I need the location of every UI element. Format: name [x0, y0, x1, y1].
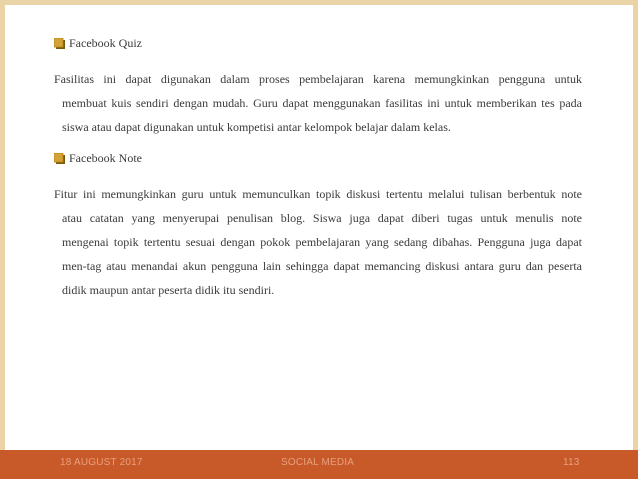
paragraph-line: Fitur ini memungkinkan guru untuk memunculkan topik diskusi tertentu melalui tulisan berbentuk note	[54, 187, 582, 201]
heading-label: Facebook Quiz	[69, 36, 142, 50]
bullet-square-icon	[54, 38, 65, 49]
paragraph-line: atau catatan yang menyerupai penulisan blog. Siswa juga dapat diberi tugas untuk menulis note	[62, 211, 582, 225]
paragraph-line: Fasilitas ini dapat digunakan dalam proses pembelajaran karena memungkinkan pengguna untuk	[54, 72, 582, 86]
heading-label: Facebook Note	[69, 151, 142, 165]
paragraph-line: didik maupun antar peserta didik itu sendiri.	[62, 283, 275, 297]
heading-facebook-note	[54, 151, 142, 166]
paragraph-line: membuat kuis sendiri dengan mudah. Guru dapat menggunakan fasilitas ini untuk memberikan tes pada	[62, 96, 582, 110]
page-number: 113	[563, 457, 580, 468]
footer-title: SOCIAL MEDIA	[281, 457, 355, 468]
footer-date: 18 AUGUST 2017	[60, 457, 143, 468]
paragraph-line: siswa atau dapat digunakan untuk kompetisi antar kelompok belajar dalam kelas.	[62, 120, 451, 134]
bullet-square-icon	[54, 153, 65, 164]
paragraph-line: men-tag atau menandai akun pengguna lain sehingga dapat memancing diskusi antara guru dan peserta	[62, 259, 582, 273]
paragraph-line: mengenai topik tertentu sesuai dengan pokok pembelajaran yang sedang dibahas. Pengguna juga dapat	[62, 235, 582, 249]
heading-facebook-quiz	[54, 36, 142, 51]
